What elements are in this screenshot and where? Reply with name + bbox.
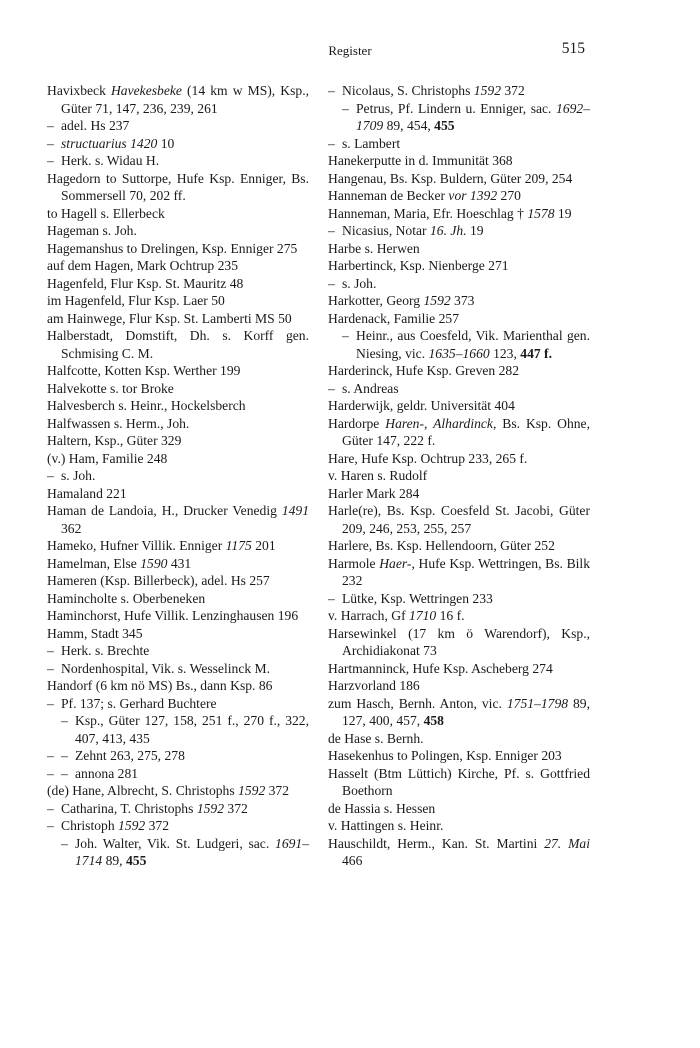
index-entry: Hardorpe Haren-, Alhardinck, Bs. Ksp. Ohne, Güter 147, 222 f. [328,415,590,448]
index-entry: Harlere, Bs. Ksp. Hellendoorn, Güter 252 [328,538,555,553]
index-entry: Hameren (Ksp. Billerbeck), adel. Hs 257 [47,573,270,588]
index-entry: Hangenau, Bs. Ksp. Buldern, Güter 209, 254 [328,170,573,186]
index-subentry: – Herk. s. Widau H. [47,153,160,168]
index-subentry: – Nordenhospital, Vik. s. Wesselinck M. [47,660,271,676]
running-header [0,40,700,62]
index-entry: Hagemanshus to Drelingen, Ksp. Enniger 275 [47,240,298,256]
index-entry: Handorf (6 km nö MS) Bs., dann Ksp. 86 [47,678,273,693]
index-entry: Halvesberch s. Heinr., Hockelsberch [47,398,246,413]
index-entry: Hamm, Stadt 345 [47,625,143,641]
index-subentry: – Nicasius, Notar 16. Jh. 19 [328,223,484,238]
index-subentry: – Petrus, Pf. Lindern u. Enniger, sac. 1692–1709 89, 454, 455 [342,100,590,133]
index-entry: v. Harrach, Gf 1710 16 f. [328,608,465,623]
index-entry: auf dem Hagen, Mark Ochtrup 235 [47,258,239,273]
index-subentry: – adel. Hs 237 [47,118,130,133]
index-entry: Harbertinck, Ksp. Nienberge 271 [328,258,509,273]
index-entry: de Hase s. Bernh. [328,730,424,746]
index-entry: Harkotter, Georg 1592 373 [328,293,475,308]
index-subentry: – Ksp., Güter 127, 158, 251 f., 270 f., 322, 407, 413, 435 [61,713,309,746]
index-entry: Halfcotte, Kotten Ksp. Werther 199 [47,363,241,378]
index-subentry: – Joh. Walter, Vik. St. Ludgeri, sac. 1691–1714 89, 455 [61,835,309,868]
index-entry: (de) Hane, Albrecht, S. Christophs 1592 372 [47,783,290,798]
index-entry: Harbe s. Herwen [328,240,420,256]
index-entry: Harsewinkel (17 km ö Warendorf), Ksp., Archidiakonat 73 [328,625,590,658]
index-entry: Harderinck, Hufe Ksp. Greven 282 [328,363,520,378]
index-entry: Harderwijk, geldr. Universität 404 [328,398,515,413]
index-entry: im Hagenfeld, Flur Ksp. Laer 50 [47,293,225,308]
index-column-right [328,82,590,870]
index-entry: Hageman s. Joh. [47,223,137,238]
index-subentry: – Lütke, Ksp. Wettringen 233 [328,590,493,606]
index-entry: Haman de Landoia, H., Drucker Venedig 1491 362 [47,503,309,536]
index-entry: Harle(re), Bs. Ksp. Coesfeld St. Jacobi, Güter 209, 246, 253, 255, 257 [328,503,590,536]
index-entry: Haminchorst, Hufe Villik. Lenzinghausen 196 [47,608,299,623]
index-entry: v. Hattingen s. Heinr. [328,818,444,833]
index-entry: Hauschildt, Herm., Kan. St. Martini 27. Mai 466 [328,835,590,868]
index-subentry: – s. Andreas [328,380,399,396]
index-subentry: – structuarius 1420 10 [47,135,175,151]
index-entry: Hamelman, Else 1590 431 [47,555,192,571]
index-entry: Hameko, Hufner Villik. Enniger 1175 201 [47,538,276,553]
index-subentry: – Heinr., aus Coesfeld, Vik. Marienthal gen. Niesing, vic. 1635–1660 123, 447 f. [342,328,590,361]
index-subentry: – s. Joh. [47,468,96,483]
index-entry: Halberstadt, Domstift, Dh. s. Korff gen. Schmising C. M. [47,328,309,361]
index-entry: Hare, Hufe Ksp. Ochtrup 233, 265 f. [328,450,528,466]
index-subentry: – Nicolaus, S. Christophs 1592 372 [328,83,525,98]
index-subentry: – s. Joh. [328,275,377,291]
index-subentry: – s. Lambert [328,135,401,151]
index-subentry: – Christoph 1592 372 [47,818,170,833]
index-entry: Harler Mark 284 [328,485,420,501]
running-title: Register [328,43,372,58]
index-entry: Hanekerputte in d. Immunität 368 [328,153,513,168]
index-entry: Halfwassen s. Herm., Joh. [47,415,190,431]
index-entry: Halvekotte s. tor Broke [47,380,174,396]
index-entry: Hamaland 221 [47,485,127,501]
index-entry: Harmole Haer-, Hufe Ksp. Wettringen, Bs. Bilk 232 [328,555,591,588]
index-entry: Hardenack, Familie 257 [328,310,459,326]
index-column-left [47,82,309,870]
index-entry: zum Hasch, Bernh. Anton, vic. 1751–1798 89, 127, 400, 457, 458 [328,695,591,728]
index-entry: Hagedorn to Suttorpe, Hufe Ksp. Enniger, Bs. Sommersell 70, 202 ff. [47,170,309,203]
index-entry: am Hainwege, Flur Ksp. St. Lamberti MS 50 [47,310,292,326]
index-subentry: – Catharina, T. Christophs 1592 372 [47,800,248,816]
index-entry: (v.) Ham, Familie 248 [47,450,168,466]
index-entry: Hasselt (Btm Lüttich) Kirche, Pf. s. Gottfried Boethorn [328,765,590,798]
index-entry: Hagenfeld, Flur Ksp. St. Mauritz 48 [47,275,244,291]
index-entry: Hanneman de Becker vor 1392 270 [328,188,521,203]
index-entry: Hanneman, Maria, Efr. Hoeschlag † 1578 19 [328,205,572,221]
index-entry: to Hagell s. Ellerbeck [47,205,165,221]
index-entry: de Hassia s. Hessen [328,800,436,816]
index-subsubentry: – – Zehnt 263, 275, 278 [47,748,185,763]
index-entry: Haltern, Ksp., Güter 329 [47,433,182,448]
index-entry: Hasekenhus to Polingen, Ksp. Enniger 203 [328,748,562,763]
page-number: 515 [561,40,585,57]
index-entry: Harzvorland 186 [328,678,420,693]
index-subsubentry: – – annona 281 [47,765,139,781]
index-entry: Hamincholte s. Oberbeneken [47,590,206,606]
index-subentry: – Herk. s. Brechte [47,643,150,658]
index-subentry: – Pf. 137; s. Gerhard Buchtere [47,695,217,711]
index-entry: Hartmanninck, Hufe Ksp. Ascheberg 274 [328,660,553,676]
index-entry: Havixbeck Havekesbeke (14 km w MS), Ksp., Güter 71, 147, 236, 239, 261 [47,83,309,116]
index-entry: v. Haren s. Rudolf [328,468,428,483]
